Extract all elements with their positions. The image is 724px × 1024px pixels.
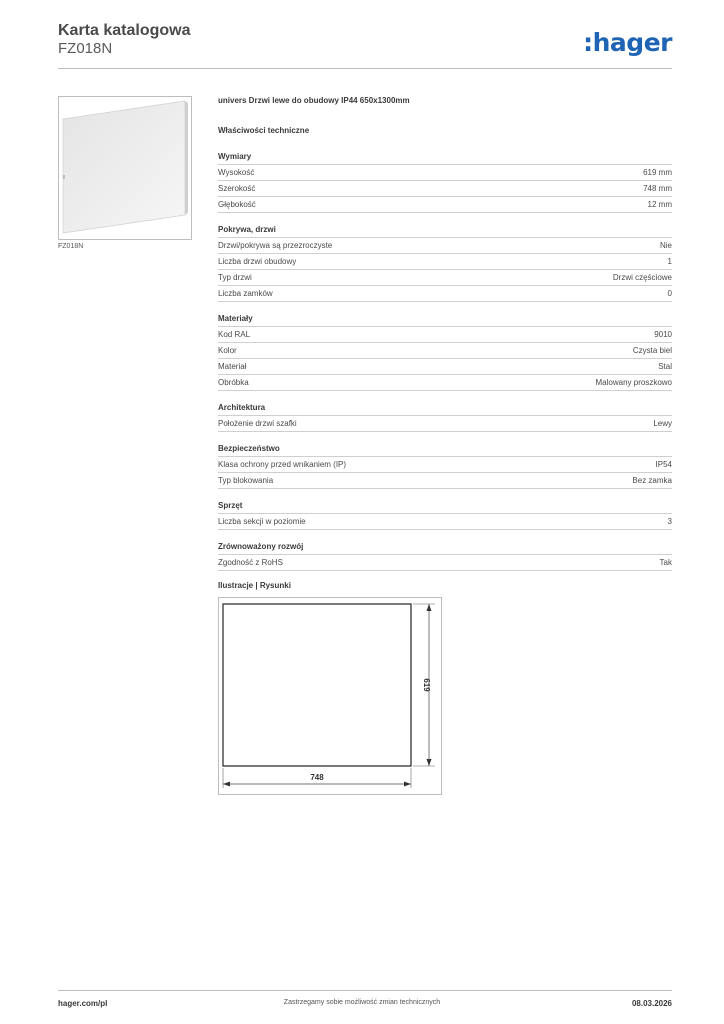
spec-value: Tak [659, 558, 672, 567]
spec-section [218, 442, 672, 489]
spec-value: 3 [667, 517, 672, 526]
spec-row [218, 472, 672, 489]
spec-label: Szerokość [218, 184, 256, 193]
spec-value: 619 mm [643, 168, 672, 177]
door-panel-image [59, 97, 191, 239]
hager-logo[interactable]: :hager [583, 28, 672, 57]
spec-section [218, 401, 672, 432]
spec-row [218, 237, 672, 253]
spec-value: IP54 [655, 460, 672, 469]
spec-section-title: Zrównoważony rozwój [218, 542, 304, 551]
spec-value: 12 mm [647, 200, 672, 209]
spec-value: Lewy [653, 419, 672, 428]
spec-section-title: Bezpieczeństwo [218, 444, 280, 453]
spec-label: Położenie drzwi szafki [218, 419, 297, 428]
spec-rows [218, 456, 672, 489]
footer-date: 08.03.2026 [631, 999, 672, 1008]
spec-label: Liczba sekcji w poziomie [218, 517, 306, 526]
spec-row [218, 196, 672, 213]
drawing-svg [219, 598, 441, 794]
spec-label: Typ blokowania [218, 476, 274, 485]
spec-value: Czysta biel [632, 346, 672, 355]
spec-label: Liczba zamków [218, 289, 273, 298]
spec-label: Kolor [218, 346, 237, 355]
spec-label: Kod RAL [218, 330, 251, 339]
spec-value: Stal [658, 362, 672, 371]
spec-row [218, 554, 672, 571]
spec-sections [218, 150, 672, 571]
spec-row [218, 253, 672, 269]
spec-rows [218, 164, 672, 213]
spec-rows [218, 415, 672, 432]
spec-value: Nie [659, 241, 672, 250]
width-dimension-label: 748 [310, 773, 324, 782]
illustrations-heading: Ilustracje | Rysunki [218, 581, 291, 590]
spec-row [218, 180, 672, 196]
spec-label: Materiał [218, 362, 247, 371]
dimension-drawing [218, 597, 442, 795]
spec-row [218, 415, 672, 432]
spec-section [218, 540, 672, 571]
spec-section-title: Pokrywa, drzwi [218, 225, 276, 234]
header-divider [58, 68, 672, 69]
tech-properties-heading: Właściwości techniczne [218, 126, 310, 135]
spec-label: Zgodność z RoHS [218, 558, 283, 567]
spec-value: 9010 [654, 330, 672, 339]
spec-row [218, 513, 672, 530]
spec-row [218, 456, 672, 472]
content-column [218, 96, 672, 795]
spec-row [218, 164, 672, 180]
spec-value: Bez zamka [632, 476, 672, 485]
footer-notice: Zastrzegamy sobie możliwość zmian technicznych [283, 999, 441, 1006]
spec-rows [218, 554, 672, 571]
spec-label: Wysokość [218, 168, 255, 177]
spec-row [218, 342, 672, 358]
spec-section [218, 150, 672, 213]
spec-rows [218, 237, 672, 302]
spec-row [218, 326, 672, 342]
spec-label: Obróbka [218, 378, 249, 387]
product-description: univers Drzwi lewe do obudowy IP44 650x1300mm [218, 96, 410, 105]
spec-label: Liczba drzwi obudowy [218, 257, 297, 266]
spec-section-title: Wymiary [218, 152, 252, 161]
spec-row [218, 269, 672, 285]
spec-section-title: Sprzęt [218, 501, 243, 510]
spec-value: 748 mm [643, 184, 672, 193]
spec-value: Drzwi częściowe [612, 273, 672, 282]
spec-section [218, 499, 672, 530]
spec-value: Malowany proszkowo [595, 378, 672, 387]
spec-label: Typ drzwi [218, 273, 252, 282]
spec-section-title: Architektura [218, 403, 266, 412]
product-code: FZ018N [58, 40, 113, 57]
footer-website-link[interactable]: hager.com/pl [58, 999, 108, 1008]
spec-value: 0 [667, 289, 672, 298]
spec-label: Głębokość [218, 200, 256, 209]
spec-section [218, 312, 672, 391]
spec-rows [218, 513, 672, 530]
spec-value: 1 [667, 257, 672, 266]
door-outline [223, 604, 411, 766]
spec-label: Klasa ochrony przed wnikaniem (IP) [218, 460, 347, 469]
spec-row [218, 358, 672, 374]
spec-rows [218, 326, 672, 391]
spec-label: Drzwi/pokrywa są przezroczyste [218, 241, 333, 250]
spec-row [218, 374, 672, 391]
product-image [58, 96, 192, 240]
height-dimension-label: 619 [422, 678, 431, 692]
product-image-caption: FZ018N [58, 243, 84, 250]
spec-section [218, 223, 672, 302]
spec-section-title: Materiały [218, 314, 253, 323]
footer-divider [58, 990, 672, 991]
header-title: Karta katalogowa [58, 22, 191, 39]
spec-row [218, 285, 672, 302]
